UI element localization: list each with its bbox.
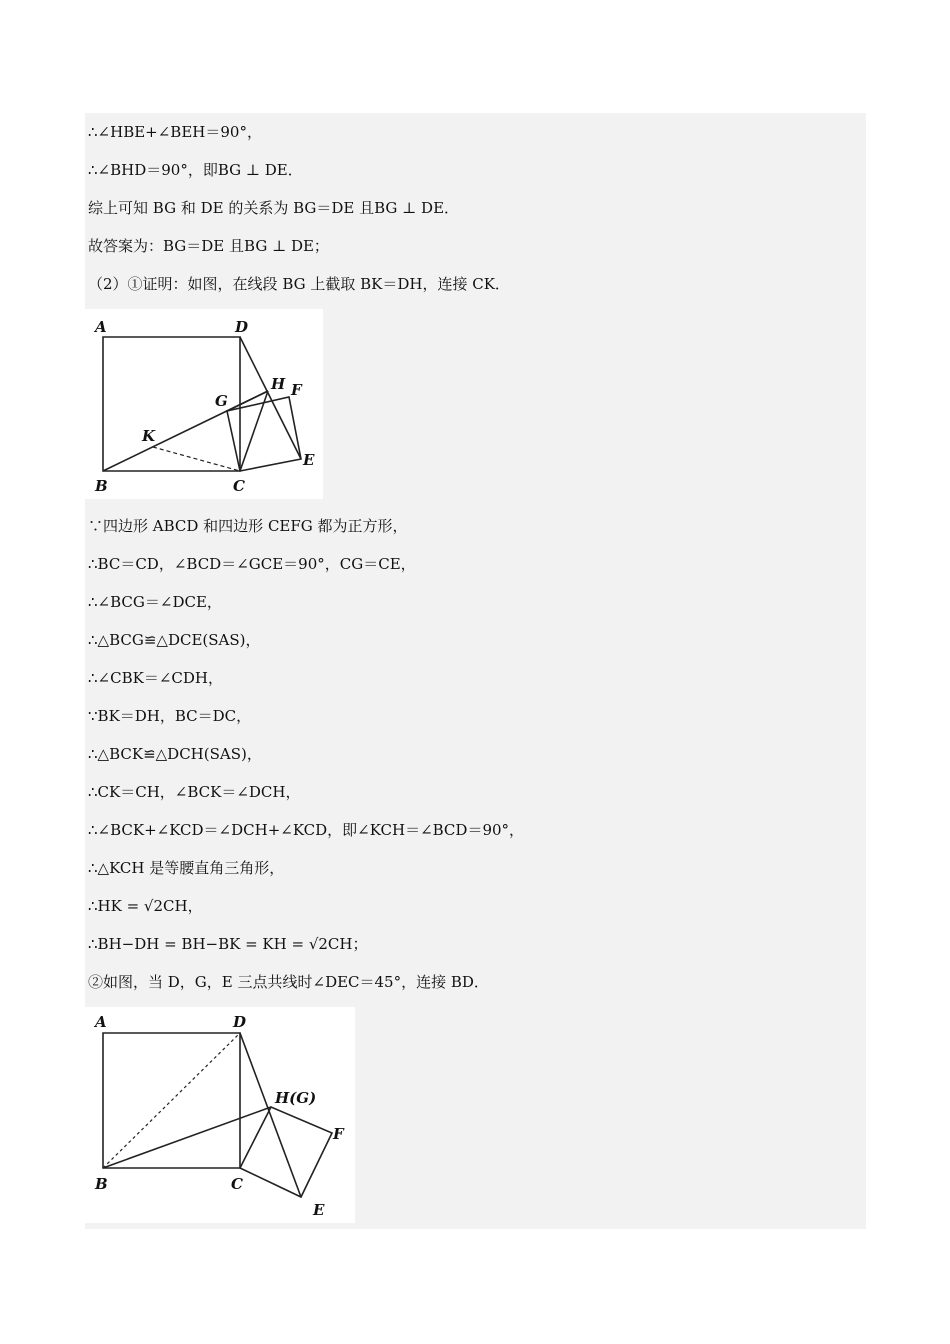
label-HG: H(G) [275,1089,317,1107]
text-line: ∴∠HBE+∠BEH＝90°， [88,123,262,141]
label-G: G [215,392,228,410]
text-line: 综上可知 BG 和 DE 的关系为 BG＝DE 且BG ⊥ DE． [88,199,460,217]
text-line: ∵BK＝DH，BC＝DC， [88,707,252,725]
text-line: ∴∠BCK+∠KCD＝∠DCH+∠KCD，即∠KCH＝∠BCD＝90°， [88,821,525,839]
label-E: E [313,1201,325,1219]
label-A: A [95,318,107,336]
text-line: ②如图，当 D，G，E 三点共线时∠DEC＝45°，连接 BD． [88,973,489,991]
text-line: ∴HK = √2CH， [88,897,203,915]
text-line: ∴△BCG≌△DCE(SAS)， [88,631,261,649]
label-D: D [235,318,249,336]
text-line: ∴△BCK≌△DCH(SAS)， [88,745,262,763]
label-K: K [142,427,156,445]
label-F: F [291,381,302,399]
label-D: D [233,1013,247,1031]
text-line: ∴CK＝CH，∠BCK＝∠DCH， [88,783,301,801]
text-line: 故答案为：BG＝DE 且BG ⊥ DE； [88,237,329,255]
text-line: ∵四边形 ABCD 和四边形 CEFG 都为正方形， [88,517,408,535]
label-F: F [333,1125,344,1143]
text-line: （2）①证明：如图，在线段 BG 上截取 BK＝DH，连接 CK． [88,275,510,293]
figure-1 [85,309,323,499]
label-B: B [95,477,108,495]
label-A: A [95,1013,107,1031]
text-line: ∴∠BHD＝90°，即BG ⊥ DE． [88,161,303,179]
text-line: ∴∠BCG＝∠DCE， [88,593,222,611]
text-line: ∴∠CBK＝∠CDH， [88,669,223,687]
text-line: ∴△KCH 是等腰直角三角形， [88,859,285,877]
label-H: H [271,375,286,393]
label-E: E [303,451,315,469]
label-C: C [233,477,245,495]
text-line: ∴BH−DH = BH−BK = KH = √2CH； [88,935,368,953]
label-B: B [95,1175,108,1193]
text-line: ∴BC＝CD，∠BCD＝∠GCE＝90°，CG＝CE， [88,555,416,573]
label-C: C [231,1175,243,1193]
figure-2 [85,1007,355,1223]
